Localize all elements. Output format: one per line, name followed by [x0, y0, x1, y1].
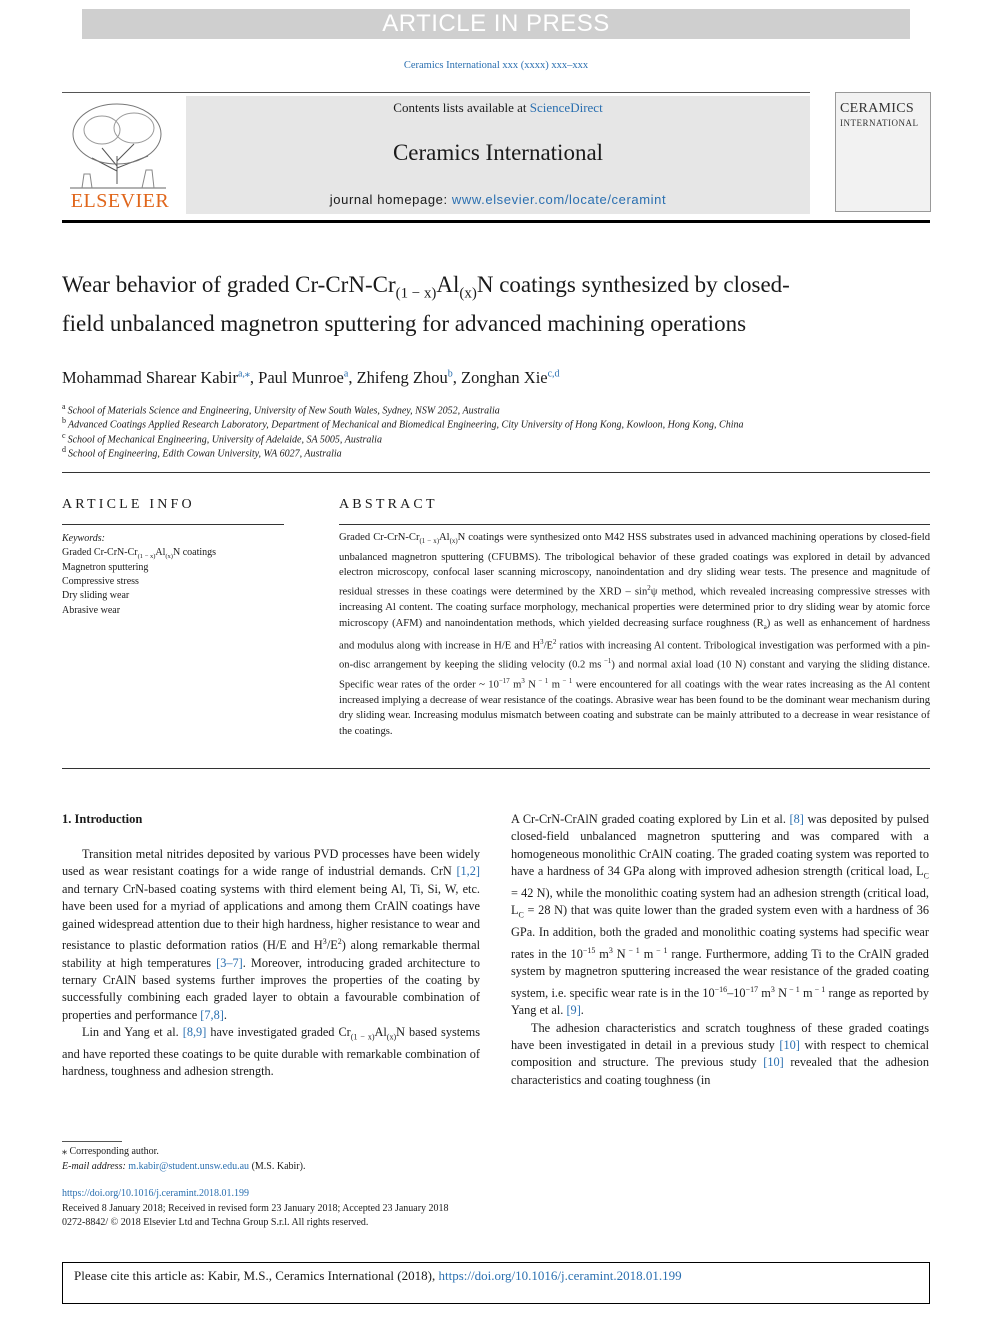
t: Al — [439, 532, 450, 543]
kw-part: Graded Cr-CrN-Cr — [62, 547, 138, 558]
keyword: Dry sliding wear — [62, 590, 130, 601]
author-name[interactable]: Zonghan Xie — [461, 368, 548, 387]
t: was deposited by pulsed closed-field unbalanced magnetron sputtering and was compared with a homogeneous monolithic CrAlN coating. The graded coating system was reported to have a hardness of 34 GPa along with improved adhesion strength (critical load, L — [511, 812, 929, 879]
t: Lin and Yang et al. — [82, 1025, 183, 1040]
kw-subscript: (x) — [165, 553, 173, 560]
keyword: Compressive stress — [62, 576, 139, 587]
t: and ternary CrN-based coating systems with third element being Al, Ti, Si, W, etc. have been used for a myriad of applications and among them CrAlN coatings have gained widespread attention due to their high hardness, higher resistance to wear and resistance to plastic deformation ratios (H/E and H — [62, 881, 480, 953]
s: −15 — [582, 945, 596, 955]
author-marks[interactable]: b — [447, 368, 453, 380]
t: –10 — [727, 985, 746, 1000]
article-dates: Received 8 January 2018; Received in revised form 23 January 2018; Accepted 23 January 2018 — [62, 1203, 449, 1214]
title-part: Al — [436, 272, 460, 297]
paragraph — [511, 811, 929, 1020]
s: a — [763, 623, 767, 631]
affiliation — [62, 445, 930, 459]
citation-link[interactable]: [8,9] — [182, 1025, 207, 1040]
citation-link[interactable]: [10] — [763, 1055, 784, 1070]
t: m — [548, 679, 560, 691]
section-rule — [62, 472, 930, 473]
keywords-label: Keywords: — [62, 533, 105, 544]
affiliation-mark: b — [62, 416, 66, 425]
citation-text — [74, 1268, 682, 1284]
homepage-link[interactable]: www.elsevier.com/locate/ceramint — [451, 192, 667, 207]
homepage-label: journal homepage: — [329, 192, 452, 207]
paragraph — [62, 1024, 480, 1081]
affiliation — [62, 431, 930, 445]
cover-title: CERAMICS — [840, 101, 914, 116]
email-link[interactable]: m.kabir@student.unsw.edu.au — [128, 1161, 250, 1172]
article-title — [62, 270, 822, 338]
t: A Cr-CrN-CrAlN graded coating explored by Lin et al. — [511, 812, 790, 826]
footnote-rule — [62, 1141, 122, 1142]
kw-part: N coatings — [172, 547, 217, 558]
t: ) and normal axial load (10 N) constant and varying the sliding distance. Specific wear rates of the order ~ 10 — [339, 659, 931, 691]
citation-link[interactable]: [1,2] — [456, 864, 480, 879]
t: The adhesion characteristics and scratch toughness of these graded coatings have been investigated in detail in a previous study — [511, 1020, 929, 1052]
t: ψ method, which revealed increasing compressive stresses with increasing Al content. The coating surface morphology, mechanical properties were determined prior to dry sliding wear by atomic force microscopy (AFM) and nanoindentation methods, which yielded decreasing surface roughness (R — [339, 586, 931, 629]
affiliation-text: School of Materials Science and Engineering, University of New South Wales, Sydney, NSW 2052, Australia — [67, 405, 500, 417]
affiliation-text: School of Mechanical Engineering, University of Adelaide, SA 5005, Australia — [67, 434, 382, 446]
t: N coatings were synthesized onto M42 HSS substrates used in advanced machining operations by closed-field unbalanced magnetron sputtering (CFUBMS). The tribological behavior of these graded coatings was explored in detail by advanced electron microscopy, confocal laser scanning microscopy, nanoindentation and dry sliding wear tests. The presence and magnitude of residual stresses in these coatings were determined by the XRD – sin — [339, 532, 930, 598]
t: /E — [326, 938, 338, 953]
journal-homepage-line — [186, 192, 810, 207]
author-marks[interactable]: a — [343, 368, 349, 380]
abstract-rule — [339, 524, 930, 525]
author-list: Mohammad Sharear Kabir$^{a,⁎}$, Paul Munroe$^a$, Zhifeng Zhou$^b$, Zonghan Xie$^{c,d}$ — [62, 368, 560, 387]
t: ) as well as enhancement of hardness and modulus along with increase in H/E and H — [339, 617, 930, 652]
affiliation — [62, 402, 930, 416]
s: − 1 — [653, 945, 668, 955]
t: range. Furthermore, adding Ti to the CrAlN graded system by magnetron sputtering increased the wear resistance of the graded coating system, i.e. specific wear rate is in the 10 — [511, 946, 929, 1000]
t: /E — [543, 640, 554, 652]
t: m — [799, 985, 813, 1000]
author-marks[interactable]: c,d — [547, 368, 560, 380]
affiliation — [62, 416, 930, 430]
t: N based systems and have reported these coatings to be quite durable with remarkable combination of hardness, toughness and adhesion strength. — [62, 1025, 480, 1079]
t: revealed that the adhesion characteristics and coating toughness (in — [511, 1055, 929, 1087]
title-part: N coatings synthesized by closed-field unbalanced magnetron sputtering for advanced machining operations — [62, 272, 790, 336]
affiliation-mark: d — [62, 445, 66, 454]
citation-link[interactable]: [3–7] — [216, 955, 243, 970]
citation-prefix: Please cite this article as: Kabir, M.S., Ceramics International (2018), — [74, 1268, 439, 1283]
s: 2 — [337, 937, 342, 947]
corresponding-author-note: ⁎ Corresponding author. — [62, 1146, 159, 1157]
abstract-text — [339, 530, 930, 739]
author-marks[interactable]: a,⁎ — [237, 368, 250, 380]
t: ) along remarkable thermal stability at high temperatures — [62, 938, 480, 970]
s: − 1 — [812, 984, 826, 994]
s: − 1 — [559, 677, 573, 685]
citation-doi-link[interactable]: https://doi.org/10.1016/j.ceramint.2018.01.199 — [438, 1268, 682, 1283]
author-name[interactable]: Paul Munroe — [258, 368, 344, 387]
email-suffix: (M.S. Kabir). — [249, 1161, 306, 1172]
section-rule — [62, 768, 930, 769]
keyword: Magnetron sputtering — [62, 562, 149, 573]
email-note — [62, 1161, 305, 1172]
citation-link[interactable]: [10] — [779, 1037, 800, 1052]
sciencedirect-link[interactable]: ScienceDirect — [529, 100, 603, 115]
s: −1 — [601, 658, 612, 666]
s: (x) — [386, 1032, 397, 1042]
journal-citation-link[interactable]: Ceramics International xxx (xxxx) xxx–xxx — [403, 60, 589, 71]
article-info-heading: ARTICLE INFO — [62, 497, 195, 512]
abstract-heading: ABSTRACT — [339, 497, 438, 512]
s: 3 — [770, 984, 775, 994]
email-label: E-mail address: — [62, 1161, 129, 1172]
affiliation-mark: c — [62, 431, 66, 440]
title-part: Wear behavior of graded Cr-CrN-Cr — [62, 272, 396, 297]
s: C — [518, 910, 524, 920]
t: N — [612, 946, 626, 961]
elsevier-wordmark: ELSEVIER — [70, 190, 170, 212]
affiliation-text: Advanced Coatings Applied Research Laboratory, Department of Mechanical and Biomedical Engineering, City University of Hong Kong, Kowloon, Hong Kong, China — [68, 419, 744, 431]
t: . — [223, 1007, 227, 1022]
s: C — [923, 871, 929, 881]
t: Al — [374, 1025, 387, 1040]
article-info-rule — [62, 524, 284, 525]
keyword — [62, 547, 216, 560]
s: (1 − x) — [419, 538, 439, 546]
body-column-right — [511, 811, 929, 1089]
t: N — [524, 679, 536, 691]
s: 2 — [553, 639, 557, 647]
t: were encountered for all coatings with the wear rates increasing as the Al content increased implying a decrease of wear resistance of the coatings. Abrasive wear has been found to be the dominant wear mechanism during dry sliding wear. Increasing modulus mismatch between coating and substrate can be mainly attributed to a decrease in wear resistance of the coatings. — [339, 679, 931, 737]
s: −16 — [714, 984, 728, 994]
s: − 1 — [625, 945, 640, 955]
header-rule — [62, 92, 810, 93]
kw-part: Al — [155, 547, 166, 558]
t: m — [758, 985, 771, 1000]
t: = 42 N), while the monolithic coating system had an adhesion strength (critical load, L — [511, 886, 929, 918]
t: with respect to chemical composition and structure. The previous study — [511, 1037, 929, 1070]
t: . Moreover, introducing graded architecture to ternary CrAlN based systems further improves the properties of the coating by successfully combining each graded layer to obtain a favourable combination of properties and performance — [62, 955, 480, 1022]
s: − 1 — [786, 984, 800, 994]
author-name[interactable]: Zhifeng Zhou — [356, 368, 448, 387]
journal-name: Ceramics International — [392, 140, 604, 165]
t: Transition metal nitrides deposited by various PVD processes have been widely used as wear resistant coatings for a wide range of industrial demands. CrN — [62, 847, 480, 879]
title-subscript: (1 − x) — [395, 285, 437, 302]
t: have investigated graded Cr — [206, 1025, 351, 1040]
s: 3 — [322, 937, 327, 947]
t: ratios with increasing Al content. Tribological investigation was performed with a pin-on-disc arrangement by keeping the sliding velocity (0.2 ms — [339, 640, 931, 671]
title-subscript: (x) — [459, 285, 477, 302]
affiliation-text: School of Engineering, Edith Cowan University, WA 6027, Australia — [68, 448, 342, 460]
t: . — [580, 1003, 584, 1018]
s: (1 − x) — [350, 1032, 375, 1042]
doi-link[interactable]: https://doi.org/10.1016/j.ceramint.2018.01.199 — [62, 1188, 250, 1199]
s: −17 — [745, 984, 759, 994]
s: 3 — [521, 677, 525, 685]
author-name[interactable]: Mohammad Sharear Kabir — [62, 368, 238, 387]
s: −17 — [498, 677, 510, 685]
paragraph — [62, 846, 480, 1024]
keyword: Abrasive wear — [62, 605, 121, 616]
contents-prefix: Contents lists available at — [393, 100, 530, 115]
affiliation-mark: a — [62, 402, 66, 411]
contents-line — [186, 100, 810, 116]
body-column-left — [62, 846, 480, 1081]
t: m — [509, 679, 522, 691]
t: = 28 N) that was quite lower than the graded system even with a hardness of 36 GPa. In addition, both the graded and monolithic coating systems had specific wear rates in the 10 — [511, 903, 929, 961]
s: 3 — [540, 639, 544, 647]
t: N — [774, 985, 787, 1000]
t: m — [595, 946, 609, 961]
citation-link[interactable]: [7,8] — [200, 1007, 224, 1022]
s: (x) — [449, 538, 458, 546]
s: 2 — [647, 584, 651, 592]
header-thick-rule — [62, 220, 930, 223]
article-in-press-banner: ARTICLE IN PRESS — [82, 9, 910, 39]
s: − 1 — [535, 677, 549, 685]
t: range as reported by Yang et al. — [511, 985, 929, 1018]
t: Graded Cr-CrN-Cr — [339, 532, 420, 543]
introduction-heading: 1. Introduction — [62, 812, 143, 826]
citation-link[interactable]: [8] — [789, 812, 804, 826]
t: m — [639, 946, 654, 961]
cover-subtitle: INTERNATIONAL — [840, 118, 919, 128]
citation-link[interactable]: [9] — [566, 1003, 581, 1018]
s: 3 — [608, 945, 613, 955]
kw-subscript: (1 − x) — [137, 553, 156, 560]
paragraph — [511, 1020, 929, 1090]
copyright-line: 0272-8842/ © 2018 Elsevier Ltd and Techna Group S.r.l. All rights reserved. — [62, 1217, 369, 1228]
